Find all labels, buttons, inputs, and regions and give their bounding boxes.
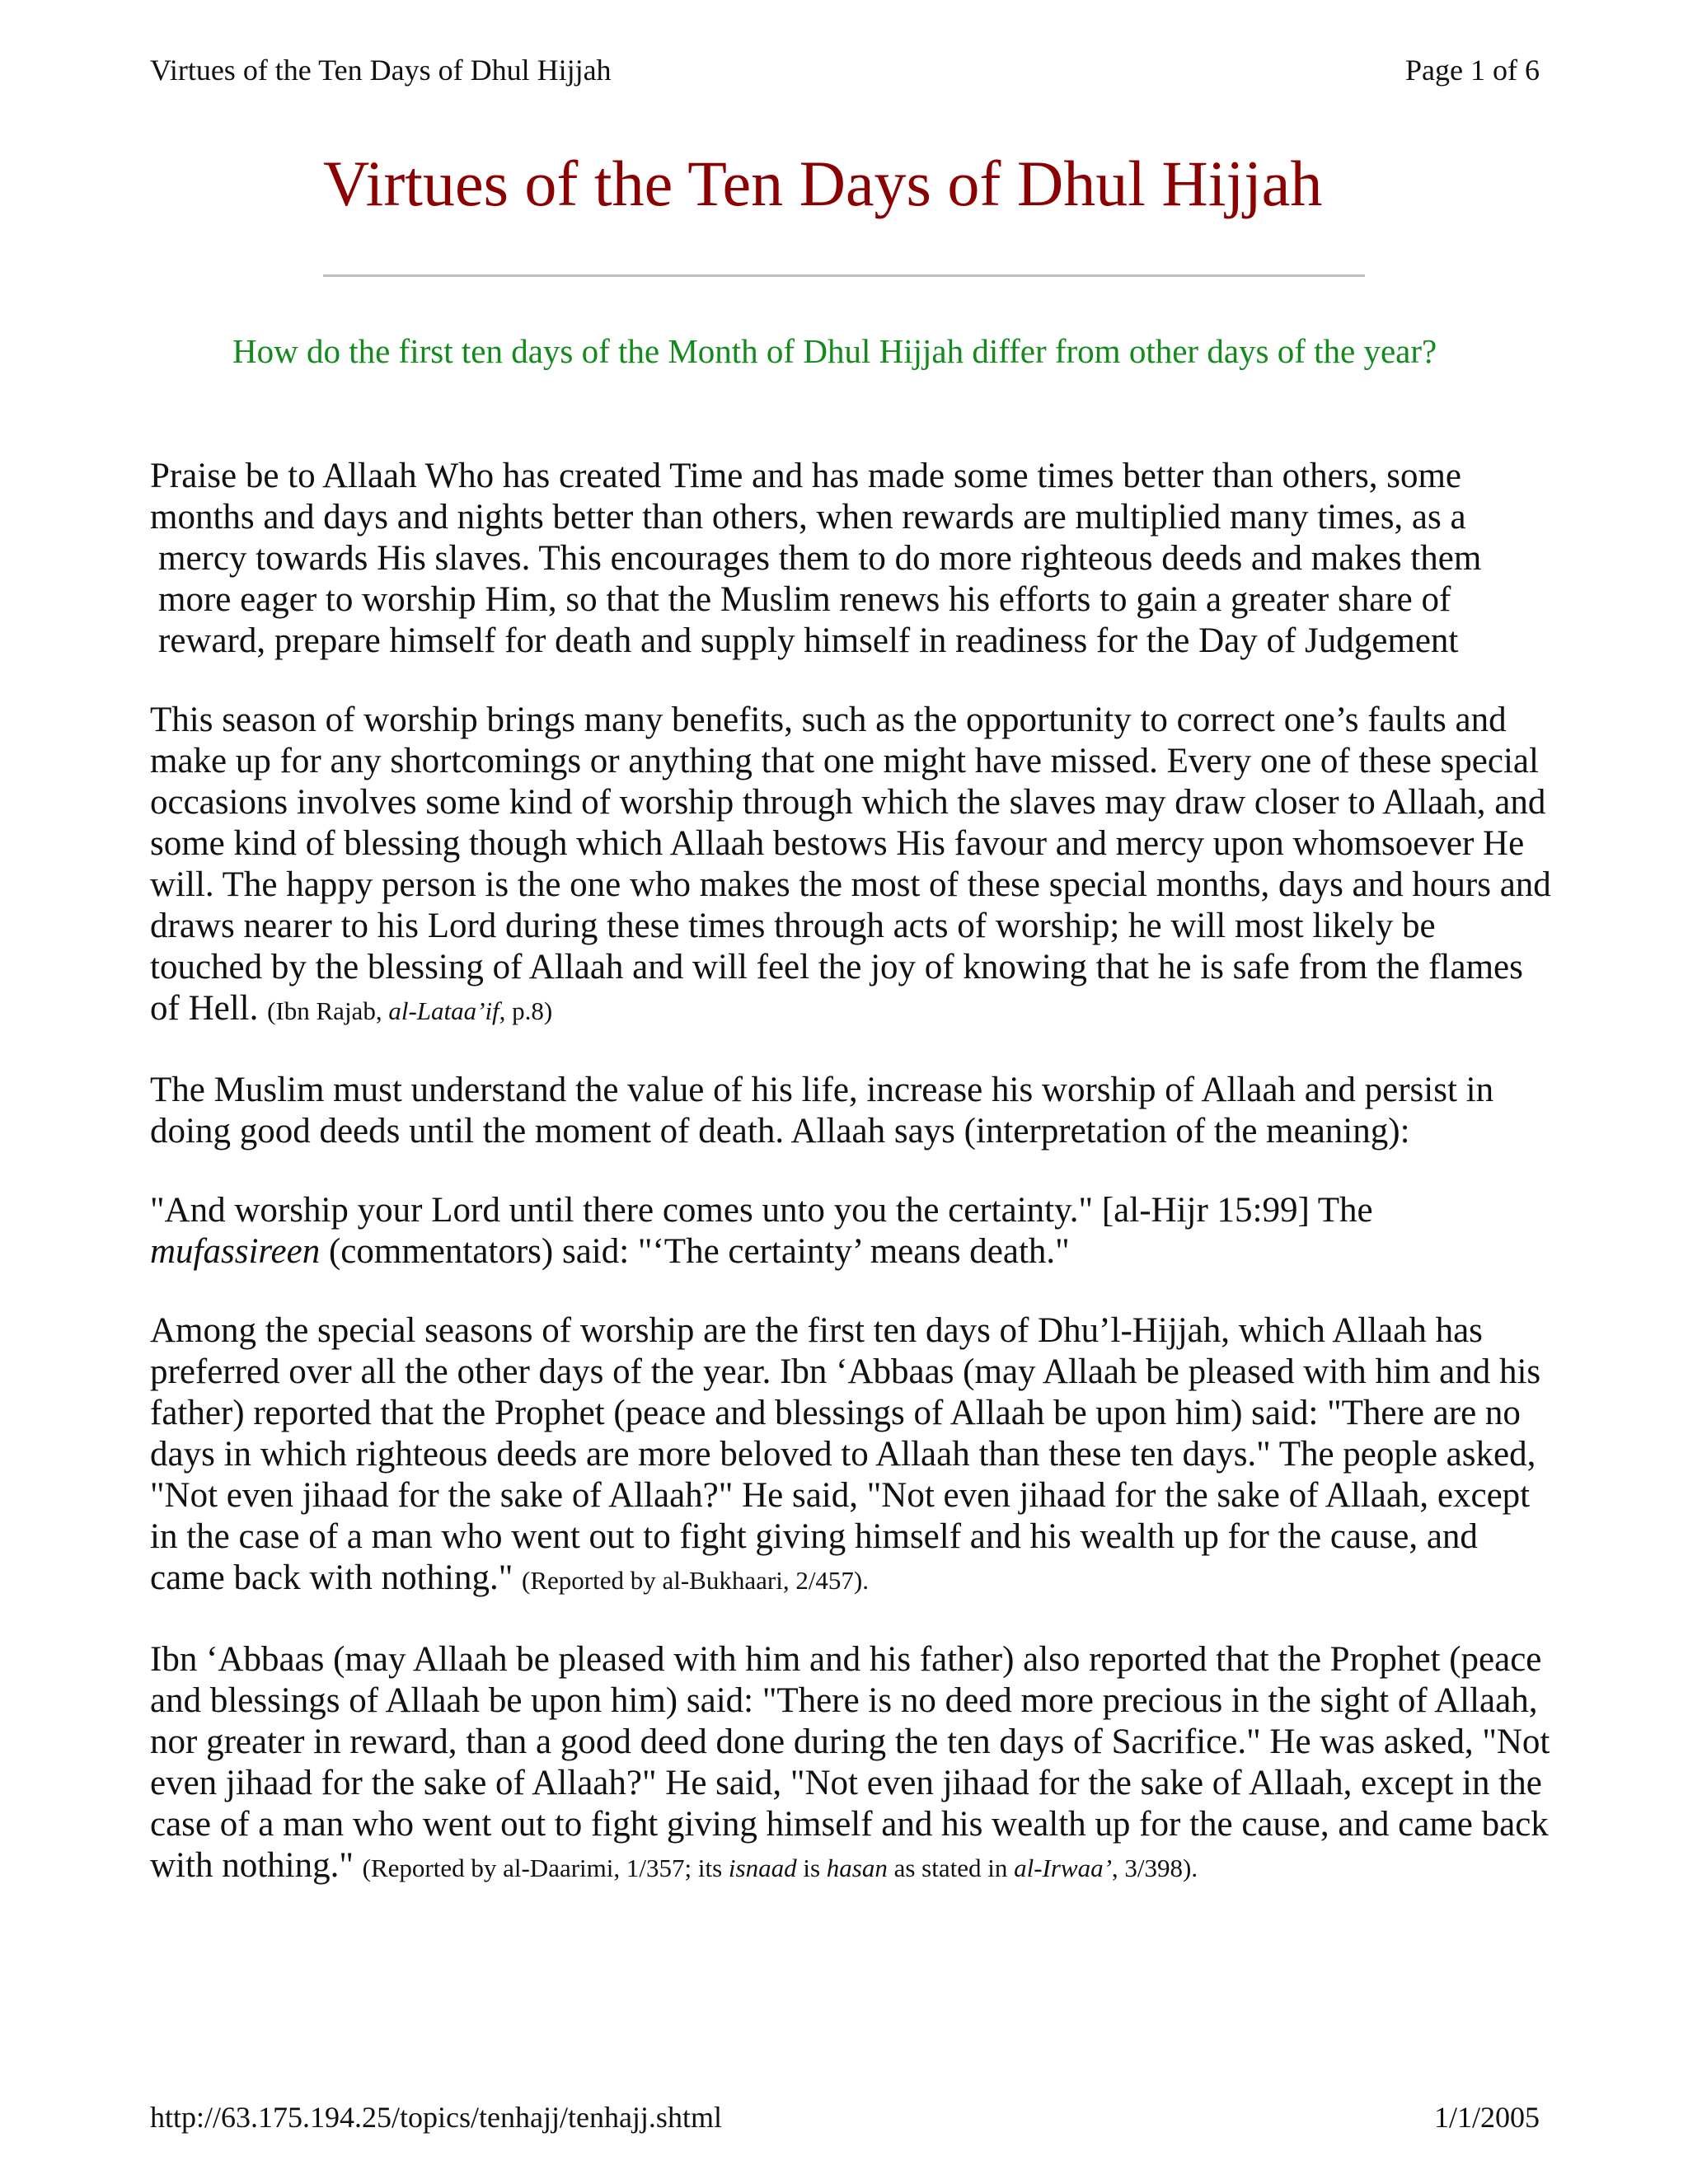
paragraph-1-rest: mercy towards His slaves. This encourages them to do more righteous deeds and makes them more eager to worship Him, so that the Muslim renews his efforts to gain a greater share of reward, prepare himself for death and supply himself in readiness for the Day of Judgement bbox=[158, 539, 1482, 660]
citation-part: , p.8) bbox=[499, 996, 553, 1025]
citation-part: as stated in bbox=[893, 1854, 1008, 1882]
paragraph-6 bbox=[150, 1639, 1551, 1889]
paragraph-6-text: Ibn ‘Abbaas (may Allaah be pleased with him and his father) also reported that the Prophet (peace and blessings of Allaah be upon him) said: "There is no deed more precious in the sight of Allaah, nor greater in reward, than a good deed done during the ten days of Sacrifice." He was asked, "Not even jihaad for the sake of Allaah?" He said, "Not even jihaad for the sake of Allaah, except in the case of a man who went out to fight giving himself and his wealth up for the cause, and came back with nothing." bbox=[150, 1640, 1550, 1885]
citation-part: is bbox=[803, 1854, 821, 1882]
citation-part: , 3/398). bbox=[1111, 1854, 1198, 1882]
paragraph-2 bbox=[150, 700, 1551, 1032]
citation-part: (Ibn Rajab, bbox=[267, 996, 382, 1025]
citation-book-title: al-Irwaa’ bbox=[1014, 1854, 1112, 1882]
citation-part: (Reported by al-Daarimi, 1/357; its bbox=[362, 1854, 723, 1882]
article-body bbox=[150, 456, 1551, 1927]
paragraph-5-text: Among the special seasons of worship are the first ten days of Dhu’l-Hijjah, which Allaah has preferred over all the other days of the year. Ibn ‘Abbaas (may Allaah be pleased with him and his father) reported that the Prophet (peace and blessings of Allaah be upon him) said: "There are no days in which righteous deeds are more beloved to Allaah than these ten days." The people asked, "Not even jihaad for the sake of Allaah?" He said, "Not even jihaad for the sake of Allaah, except in the case of a man who went out to fight giving himself and his wealth up for the cause, and came back with nothing." bbox=[150, 1311, 1541, 1597]
quran-quote: "And worship your Lord until there comes unto you the certainty." [al-Hijr 15:99] The bbox=[150, 1191, 1373, 1230]
question-heading: How do the first ten days of the Month of Dhul Hijjah differ from other days of the year? bbox=[232, 332, 1437, 370]
paragraph-4 bbox=[150, 1190, 1551, 1272]
title-divider bbox=[323, 274, 1365, 277]
paragraph-5 bbox=[150, 1310, 1551, 1601]
term-isnaad: isnaad bbox=[728, 1854, 797, 1882]
footer-date: 1/1/2005 bbox=[1433, 2101, 1540, 2134]
paragraph-3: The Muslim must understand the value of his life, increase his worship of Allaah and persist in doing good deeds until the moment of death. Allaah says (interpretation of the meaning): bbox=[150, 1071, 1494, 1151]
header-title: Virtues of the Ten Days of Dhul Hijjah bbox=[150, 54, 612, 87]
paragraph-1-line-1: Praise be to Allaah Who has created Time and has made some times better than others, some bbox=[150, 457, 1462, 495]
page-number: Page 1 of 6 bbox=[1405, 54, 1540, 87]
paragraph-1-line-2: months and days and nights better than others, when rewards are multiplied many times, as a bbox=[150, 498, 1466, 537]
citation-ibn-rajab bbox=[267, 996, 552, 1025]
footer-url: http://63.175.194.25/topics/tenhajj/tenhajj.shtml bbox=[150, 2101, 722, 2134]
citation-daarimi bbox=[363, 1854, 1198, 1882]
term-hasan: hasan bbox=[826, 1854, 888, 1882]
citation-bukhaari: (Reported by al-Bukhaari, 2/457). bbox=[522, 1566, 869, 1595]
citation-book-title: al-Lataa’if bbox=[388, 996, 499, 1025]
page-title: Virtues of the Ten Days of Dhul Hijjah bbox=[323, 148, 1323, 219]
term-mufassireen: mufassireen bbox=[150, 1232, 321, 1271]
paragraph-1 bbox=[150, 456, 1551, 662]
paragraph-2-text: This season of worship brings many benefits, such as the opportunity to correct one’s faults and make up for any shortcomings or anything that one might have missed. Every one of these special occasions involves some kind of worship through which the slaves may draw closer to Allaah, and some kind of blessing though which Allaah bestows His favour and mercy upon whomsoever He will. The happy person is the one who makes the most of these special months, days and hours and draws nearer to his Lord during these times through acts of worship; he will most likely be touched by the blessing of Allaah and will feel the joy of knowing that he is safe from the flames of Hell. bbox=[150, 701, 1551, 1028]
commentary-text: (commentators) said: "‘The certainty’ means death." bbox=[328, 1232, 1070, 1271]
